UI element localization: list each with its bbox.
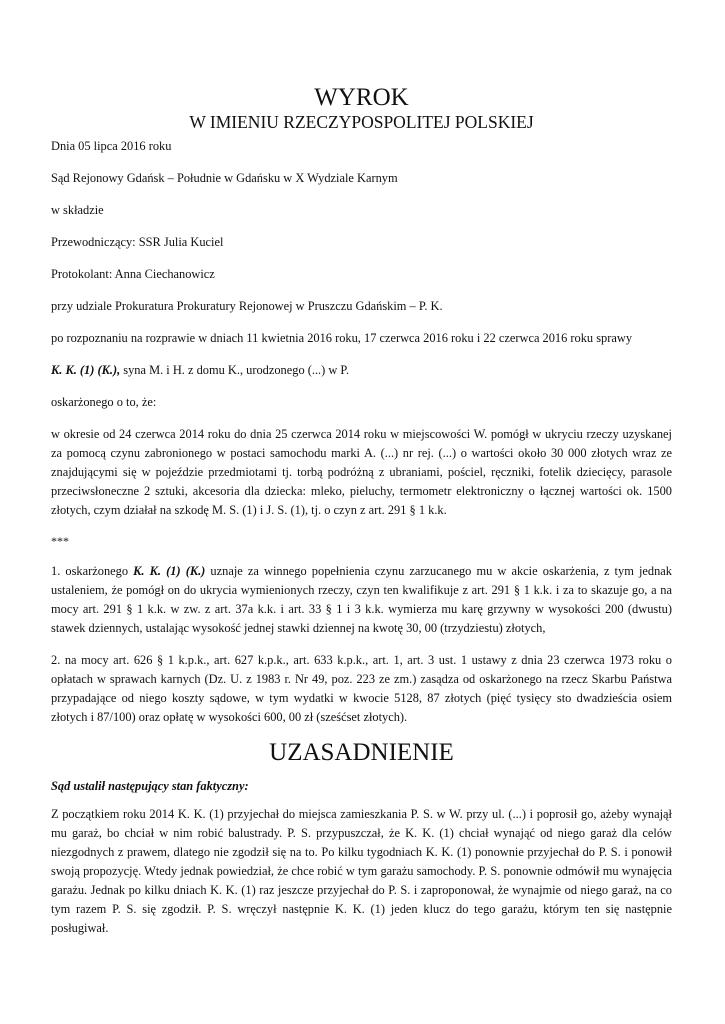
date-line: Dnia 05 lipca 2016 roku — [51, 139, 172, 153]
defendant-line — [51, 361, 672, 380]
verdict-1-prefix: 1. oskarżonego — [51, 564, 134, 578]
justification-title: UZASADNIENIE — [269, 739, 454, 766]
accused-intro: oskarżonego o to, że: — [51, 395, 157, 409]
verdict-point-2: 2. na mocy art. 626 § 1 k.p.k., art. 627 k.p.k., art. 633 k.p.k., art. 1, art. 3 ust. 1 ustawy z dnia 23 czerwca 1973 roku o opłatach w sprawach karnych (Dz. U. z 1983 r. Nr 49, poz. 223 ze zm.) zasądza od oskarżonego na rzecz Skarbu Państwa przypadające od niego koszty sądowe, w tym wydatki w kwocie 5128, 87 złotych (pięć tysięcy sto dwadzieścia osiem złotych i 87/100) oraz opłatę w wysokości 600, 00 zł (sześćset złotych). — [51, 653, 672, 724]
hearing-line: po rozpoznaniu na rozprawie w dniach 11 kwietnia 2016 roku, 17 czerwca 2016 roku i 22 czerwca 2016 roku sprawy — [51, 331, 633, 345]
clerk-line: Protokolant: Anna Ciechanowicz — [51, 267, 215, 281]
document-title: WYROK — [314, 84, 409, 111]
prosecutor-line: przy udziale Prokuratura Prokuratury Rejonowej w Pruszczu Gdańskim – P. K. — [51, 299, 443, 313]
facts-heading: Sąd ustalił następujący stan faktyczny: — [51, 779, 249, 793]
verdict-point-1 — [51, 562, 672, 638]
facts-paragraph: Z początkiem roku 2014 K. K. (1) przyjechał do miejsca zamieszkania P. S. w W. przy ul. (...) i poprosił go, ażeby wynajął mu garaż, bo chciał w nim robić balustrady. P. S. przypuszczał, że K. K. (1) chciał wynająć od niego garaż dla celów niezgodnych z prawem, dlatego nie zgodził się na to. Po kilku tygodniach K. K. (1) ponownie przyjechał do P. S. i ponowił swoją propozycję. Wtedy jednak powiedział, że chce robić w tym garażu samochody. P. S. ponownie odmówił mu wynajęcia garażu. Jednak po kilku dniach K. K. (1) raz jeszcze przyjechał do P. S. i zaproponował, że wynajmie od niego garaż, na co tym razem P. S. się zgodził. P. S. wręczył następnie K. K. (1) jeden klucz do tego garażu, którym ten się następnie posługiwał. — [51, 807, 672, 935]
charge-paragraph: w okresie od 24 czerwca 2014 roku do dnia 25 czerwca 2014 roku w miejscowości W. pomógł w ukryciu rzeczy uzyskanej za pomocą czynu zabronionego w postaci samochodu marki A. (...) nr rej. (...) o wartości około 30 000 złotych wraz ze znajdującymi się w pojeździe przedmiotami tj. torbą podróżną z ubraniami, pościel, ręczniki, fotelik dziecięcy, parasole przeciwsłoneczne 2 sztuki, akcesoria dla dziecka: mleko, pieluchy, termometr elektroniczny o łącznej wartości ok. 1500 złotych, czym działał na szkodę M. S. (1) i J. S. (1), tj. o czyn z art. 291 § 1 k.k. — [51, 427, 672, 517]
court-line: Sąd Rejonowy Gdańsk – Południe w Gdańsku w X Wydziale Karnym — [51, 171, 398, 185]
verdict-1-text: uznaje za winnego popełnienia czynu zarzucanego mu w akcie oskarżenia, z tym jednak ustaleniem, że pomógł on do ukrycia wymienionych rzeczy, czyn ten kwalifikuje z art. 291 § 1 k.k. i za to skazuje go, a na mocy art. 291 § 1 k.k. w zw. z art. 37a k.k. i art. 33 § 1 i 3 k.k. wymierza mu karę grzywny w wysokości 200 (dwustu) stawek dziennych, ustalając wysokość jednej stawki dziennej na kwotę 30, 00 (trzydziestu) złotych, — [51, 564, 672, 635]
defendant-details: syna M. i H. z domu K., urodzonego (...) w P. — [120, 363, 350, 377]
chair-line: Przewodniczący: SSR Julia Kuciel — [51, 235, 224, 249]
composition-line: w składzie — [51, 203, 104, 217]
separator: *** — [51, 534, 69, 548]
verdict-1-name: K. K. (1) (K.) — [133, 564, 206, 578]
defendant-name: K. K. (1) (K.), — [51, 363, 121, 377]
document-subtitle: W IMIENIU RZECZYPOSPOLITEJ POLSKIEJ — [189, 112, 534, 132]
